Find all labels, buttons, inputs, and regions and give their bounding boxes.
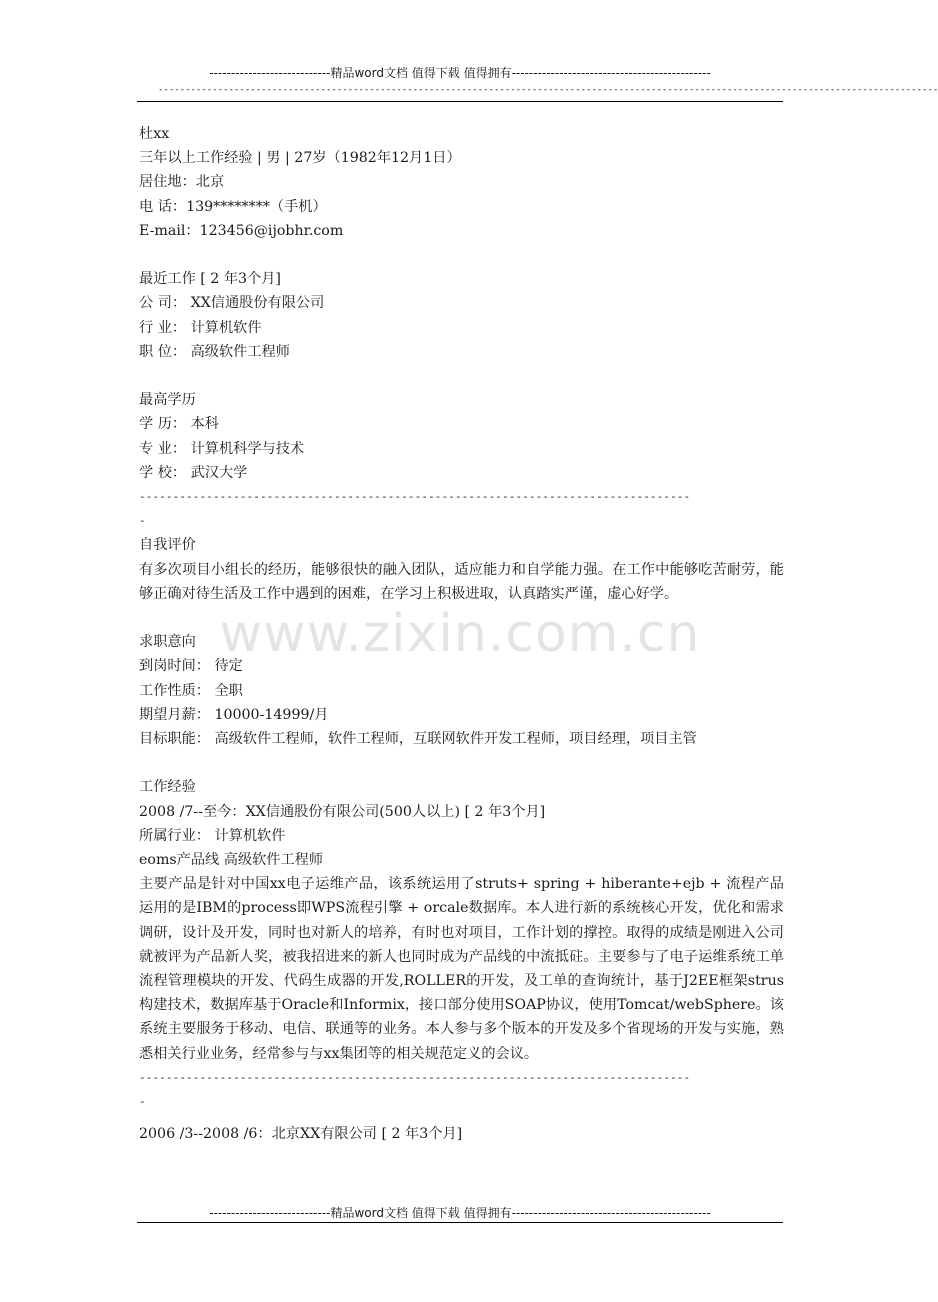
recent-work-heading: 最近工作 [ 2 年3个月] [139, 271, 281, 288]
expected-salary: 期望月薪： 10000-14999/月 [139, 706, 329, 723]
phone: 电 话：139********（手机） [139, 198, 327, 215]
company: 公 司： XX信通股份有限公司 [139, 295, 325, 312]
section-divider-2: ---------------------------------------------------------------------------------- [139, 1070, 691, 1084]
target-roles: 目标职能： 高级软件工程师，软件工程师，互联网软件开发工程师，项目经理，项目主管 [139, 731, 697, 748]
section-divider-2-tail: - [139, 1095, 146, 1109]
email: E-mail：123456@ijobhr.com [139, 222, 344, 239]
page-header: ----------------------------精品word文档 值得下载 值得拥有---------------------------------------------- [209, 66, 711, 80]
degree: 学 历： 本科 [139, 416, 219, 433]
job-type: 工作性质： 全职 [139, 682, 243, 699]
job2-period: 2006 /3--2008 /6：北京XX有限公司 [ 2 年3个月] [139, 1126, 463, 1143]
page-footer: ----------------------------精品word文档 值得下载 值得拥有---------------------------------------------- [209, 1206, 711, 1220]
industry: 行 业： 计算机软件 [139, 319, 262, 336]
intent-heading: 求职意向 [139, 634, 196, 651]
position: 职 位： 高级软件工程师 [139, 343, 290, 360]
candidate-name: 杜xx [139, 126, 170, 142]
candidate-summary: 三年以上工作经验 | 男 | 27岁（1982年12月1日） [139, 150, 461, 167]
school: 学 校： 武汉大学 [139, 464, 248, 481]
section-divider-tail: - [139, 514, 146, 528]
job1-period: 2008 /7--至今：XX信通股份有限公司(500人以上) [ 2 年3个月] [139, 803, 546, 820]
header-rule [137, 101, 783, 102]
start-time: 到岗时间： 待定 [139, 658, 243, 675]
watermark: www.zixin.com.cn [219, 604, 701, 664]
header-dash-line: ------------------------------------------------------------------------------------------------------------------------------------------------ [158, 85, 938, 95]
major: 专 业： 计算机科学与技术 [139, 440, 305, 457]
self-eval-heading: 自我评价 [139, 537, 196, 554]
footer-rule [137, 1222, 783, 1223]
job1-role: eoms产品线 高级软件工程师 [139, 852, 324, 869]
job1-industry: 所属行业： 计算机软件 [139, 827, 286, 844]
self-eval-text: 有多次项目小组长的经历，能够很快的融入团队，适应能力和自学能力强。在工作中能够吃苦耐劳，能够正确对待生活及工作中遇到的困难，在学习上积极进取，认真踏实严谨，虚心好学。 [139, 561, 784, 602]
experience-heading: 工作经验 [139, 779, 196, 796]
section-divider: ---------------------------------------------------------------------------------- [139, 490, 691, 504]
resume-body [139, 122, 784, 1146]
residence: 居住地：北京 [139, 174, 225, 191]
education-heading: 最高学历 [139, 392, 196, 409]
job1-description: 主要产品是针对中国xx电子运维产品，该系统运用了struts+ spring + hiberante+ejb + 流程产品运用的是IBM的process即WPS流程引擎 + orcale数据库。本人进行新的系统核心开发，优化和需求调研，设计及开发，同时也对新人的培养，有时也对项目，工作计划的撑控。取得的成绩是刚进入公司就被评为产品新人奖，被我招进来的新人也同时成为产品线的中流抵砫。主要参与了电子运维系统工单流程管理模块的开发、代码生成器的开发,ROLLER的开发，及工单的查询统计，基于J2EE框架strus构建技术，数据库基于Oracle和Informix，接口部分使用SOAP协议，使用Tomcat/webSphere。该系统主要服务于移动、电信、联通等的业务。本人参与多个版本的开发及多个省现场的开发与实施，熟悉相关行业业务，经常参与与xx集团等的相关规范定义的会议。 [139, 876, 784, 1062]
